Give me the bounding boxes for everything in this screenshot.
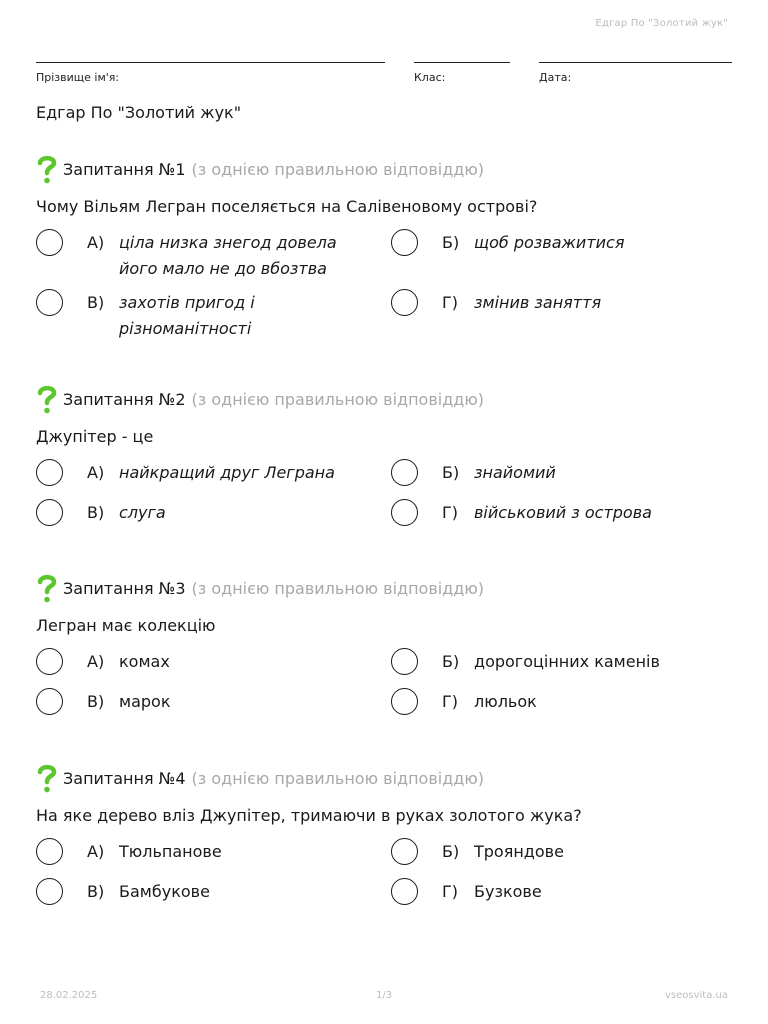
option-letter: Г) [442,293,458,312]
option-letter: А) [87,842,105,861]
question-mark-icon [36,384,58,414]
radio-button[interactable] [391,878,418,905]
option-d[interactable] [391,500,721,526]
date-underline [539,62,732,63]
option-letter: А) [87,233,105,252]
option-letter: Б) [442,463,460,482]
option-d[interactable] [391,290,721,316]
option-letter: В) [87,882,105,901]
radio-button[interactable] [391,499,418,526]
date-label: Дата: [539,71,572,84]
question-2 [36,384,736,530]
question-text: Легран має колекцію [36,616,216,635]
footer-site-link[interactable]: vseosvita.ua [665,990,728,1001]
option-text: Тюльпанове [119,842,222,861]
option-letter: В) [87,503,105,522]
question-1 [36,154,736,340]
option-text: щоб розважитися [474,233,625,252]
radio-button[interactable] [36,648,63,675]
radio-button[interactable] [36,499,63,526]
radio-button[interactable] [36,688,63,715]
option-d[interactable] [391,689,721,715]
option-letter: Г) [442,692,458,711]
option-a[interactable] [36,460,366,486]
option-b[interactable] [391,230,721,256]
radio-button[interactable] [36,459,63,486]
question-title: Запитання №4 [63,768,186,788]
option-c[interactable] [36,290,366,342]
option-b[interactable] [391,839,721,865]
option-a[interactable] [36,230,366,282]
page-title: Едгар По "Золотий жук" [36,103,242,122]
question-mark-icon [36,573,58,603]
option-letter: В) [87,293,105,312]
option-text: комах [119,652,170,671]
radio-button[interactable] [36,878,63,905]
option-text: військовий з острова [474,503,652,522]
option-c[interactable] [36,689,366,715]
option-letter: Б) [442,652,460,671]
option-letter: Г) [442,882,458,901]
question-mark-icon [36,763,58,793]
radio-button[interactable] [391,289,418,316]
question-text: На яке дерево вліз Джупітер, тримаючи в руках золотого жука? [36,806,582,825]
option-letter: А) [87,463,105,482]
header-document-title: Едгар По "Золотий жук" [595,18,728,29]
name-underline [36,62,385,63]
question-note: (з однією правильною відповіддю) [191,578,485,598]
option-letter: Б) [442,842,460,861]
question-text: Чому Вільям Легран поселяється на Салівеновому острові? [36,197,538,216]
question-note: (з однією правильною відповіддю) [191,768,485,788]
option-text: Трояндове [474,842,564,861]
question-3 [36,573,736,719]
radio-button[interactable] [36,229,63,256]
question-note: (з однією правильною відповіддю) [191,389,485,409]
option-text: люльок [474,692,537,711]
radio-button[interactable] [391,459,418,486]
footer-date: 28.02.2025 [40,990,98,1001]
option-text: Бузкове [474,882,542,901]
option-a[interactable] [36,839,366,865]
option-c[interactable] [36,879,366,905]
question-note: (з однією правильною відповіддю) [191,159,485,179]
name-label: Прізвище ім'я: [36,71,120,84]
option-letter: Г) [442,503,458,522]
radio-button[interactable] [36,838,63,865]
question-title: Запитання №3 [63,578,186,598]
radio-button[interactable] [391,229,418,256]
radio-button[interactable] [391,838,418,865]
option-c[interactable] [36,500,366,526]
radio-button[interactable] [391,688,418,715]
option-b[interactable] [391,460,721,486]
radio-button[interactable] [391,648,418,675]
class-field[interactable] [414,62,510,84]
option-b[interactable] [391,649,721,675]
question-4 [36,763,736,909]
option-text: ціла низка знегод довела його мало не до вбозтва [119,233,337,278]
question-text: Джупітер - це [36,427,154,446]
question-title: Запитання №2 [63,389,186,409]
name-field[interactable] [36,62,385,84]
option-text: змінив заняття [474,293,602,312]
option-text: марок [119,692,171,711]
option-letter: А) [87,652,105,671]
class-underline [414,62,510,63]
option-a[interactable] [36,649,366,675]
option-text: дорогоцінних каменів [474,652,660,671]
option-text: Бамбукове [119,882,210,901]
date-field[interactable] [539,62,732,84]
question-title: Запитання №1 [63,159,186,179]
option-text: захотів пригод і різноманітності [119,293,255,338]
option-d[interactable] [391,879,721,905]
footer-page-number: 1/3 [376,990,393,1001]
option-text: найкращий друг Леграна [119,463,335,482]
option-letter: В) [87,692,105,711]
class-label: Клас: [414,71,446,84]
option-letter: Б) [442,233,460,252]
radio-button[interactable] [36,289,63,316]
option-text: слуга [119,503,166,522]
option-text: знайомий [474,463,556,482]
question-mark-icon [36,154,58,184]
